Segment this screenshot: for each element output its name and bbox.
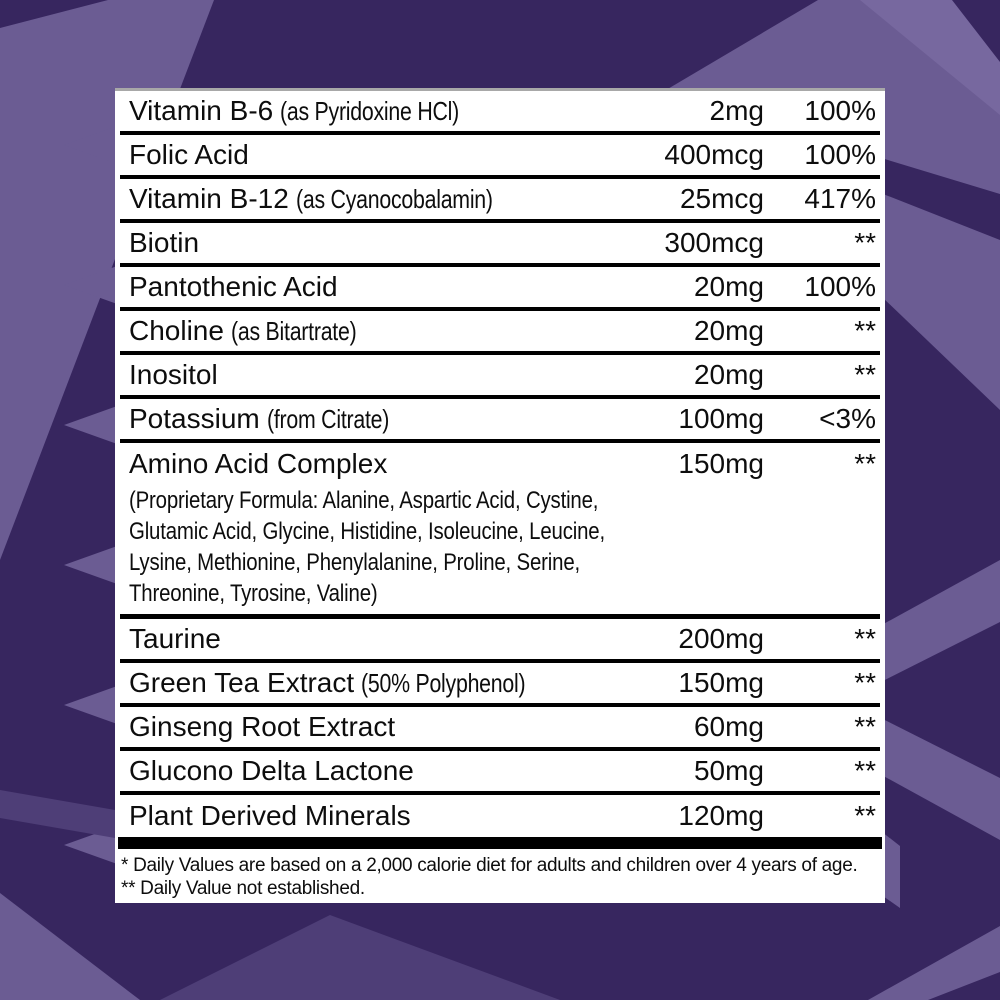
ingredient-amount: 150mg	[678, 667, 764, 698]
amino-description-line: Lysine, Methionine, Phenylalanine, Proline, Serine,	[129, 549, 580, 576]
ingredient-name-text: Potassium	[129, 403, 260, 434]
ingredient-amount: 400mcg	[664, 139, 764, 170]
footnotes	[115, 849, 885, 900]
ingredient-daily-value: 100%	[804, 95, 876, 126]
amino-acid-complex-block	[120, 443, 880, 619]
ingredient-daily-value: **	[854, 623, 876, 654]
ingredient-name	[129, 183, 614, 215]
ingredient-daily-value: **	[854, 755, 876, 786]
ingredient-name-text: Pantothenic Acid	[129, 271, 338, 302]
ingredient-daily-value: **	[854, 711, 876, 742]
ingredient-name	[129, 271, 614, 303]
ingredient-name-text: Plant Derived Minerals	[129, 800, 411, 831]
footnote-not-established: ** Daily Value not established.	[121, 878, 365, 899]
table-row	[120, 707, 880, 751]
ingredient-amount: 150mg	[678, 448, 764, 479]
ingredient-name	[129, 139, 614, 171]
ingredient-daily-value: **	[854, 800, 876, 831]
ingredient-amount: 60mg	[693, 711, 764, 742]
ingredient-name-qualifier: (as Bitartrate)	[230, 316, 357, 346]
table-row	[120, 619, 880, 663]
table-row	[120, 179, 880, 223]
ingredient-name-text: Green Tea Extract	[129, 667, 355, 698]
ingredient-daily-value: **	[854, 227, 876, 258]
ingredient-name	[129, 623, 614, 655]
ingredient-name-text: Biotin	[129, 227, 200, 258]
supplement-facts-panel	[115, 88, 885, 903]
ingredient-name	[129, 711, 614, 743]
table-row	[120, 355, 880, 399]
ingredient-amount: 25mcg	[679, 183, 764, 214]
ingredient-name-text: Choline	[129, 315, 224, 346]
ingredient-name	[129, 359, 614, 391]
ingredient-name	[129, 227, 614, 259]
ingredient-amount: 20mg	[693, 271, 764, 302]
table-row	[120, 443, 880, 485]
ingredient-name-text: Vitamin B-6	[129, 95, 274, 126]
ingredient-amount: 200mg	[678, 623, 764, 654]
amino-description-line: Glutamic Acid, Glycine, Histidine, Isoleucine, Leucine,	[129, 518, 605, 545]
ingredient-name	[129, 315, 614, 347]
ingredient-name	[129, 95, 614, 127]
ingredient-name	[129, 403, 614, 435]
ingredient-name-qualifier: (from Citrate)	[266, 404, 389, 434]
section-divider-bar	[118, 837, 882, 849]
ingredient-name-text: Amino Acid Complex	[129, 448, 388, 479]
ingredient-amount: 100mg	[678, 403, 764, 434]
ingredient-name-text: Vitamin B-12	[129, 183, 289, 214]
ingredient-name-qualifier: (as Cyanocobalamin)	[295, 184, 493, 214]
table-row	[120, 91, 880, 135]
ingredient-daily-value: **	[854, 359, 876, 390]
ingredient-name-text: Inositol	[129, 359, 218, 390]
table-row	[120, 267, 880, 311]
ingredient-name-text: Taurine	[129, 623, 221, 654]
ingredient-daily-value: **	[854, 448, 876, 479]
ingredient-name-text: Folic Acid	[129, 139, 249, 170]
ingredient-name	[129, 667, 614, 699]
ingredient-name	[129, 800, 614, 832]
table-row	[120, 751, 880, 795]
ingredient-name-text: Ginseng Root Extract	[129, 711, 396, 742]
amino-description-line: (Proprietary Formula: Alanine, Aspartic Acid, Cystine,	[129, 487, 599, 514]
ingredient-daily-value: 100%	[804, 271, 876, 302]
ingredient-daily-value: <3%	[819, 403, 876, 434]
table-row	[120, 311, 880, 355]
nutrient-table	[120, 91, 880, 837]
ingredient-amount: 120mg	[678, 800, 764, 831]
ingredient-amount: 20mg	[693, 359, 764, 390]
ingredient-name	[129, 448, 614, 480]
ingredient-amount: 2mg	[709, 95, 764, 126]
ingredient-name-text: Glucono Delta Lactone	[129, 755, 414, 786]
table-row	[120, 223, 880, 267]
ingredient-name	[129, 755, 614, 787]
ingredient-amount: 50mg	[693, 755, 764, 786]
ingredient-amount: 300mcg	[664, 227, 764, 258]
amino-description-line: Threonine, Tyrosine, Valine)	[129, 580, 378, 607]
table-row	[120, 795, 880, 837]
ingredient-daily-value: 100%	[804, 139, 876, 170]
table-row	[120, 399, 880, 443]
ingredient-name-qualifier: (50% Polyphenol)	[361, 668, 526, 698]
ingredient-name-qualifier: (as Pyridoxine HCl)	[280, 96, 460, 126]
ingredient-daily-value: **	[854, 315, 876, 346]
ingredient-daily-value: **	[854, 667, 876, 698]
ingredient-amount: 20mg	[693, 315, 764, 346]
table-row	[120, 663, 880, 707]
table-row	[120, 135, 880, 179]
ingredient-daily-value: 417%	[804, 183, 876, 214]
footnote-daily-values: * Daily Values are based on a 2,000 calorie diet for adults and children over 4 years of age.	[121, 855, 858, 876]
